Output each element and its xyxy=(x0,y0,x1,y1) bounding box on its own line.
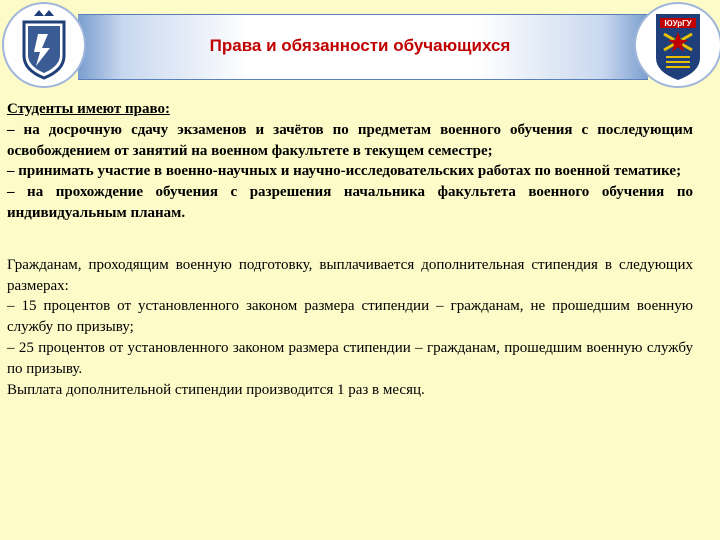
stipend-paragraph: – 25 процентов от установленного законом размера стипендии – гражданам, прошедшим военную службу по призыву. xyxy=(7,339,693,377)
logo-right-text: ЮУрГУ xyxy=(664,19,692,28)
stipend-paragraph: Гражданам, проходящим военную подготовку, выплачивается дополнительная стипендия в следующих размерах: xyxy=(7,256,693,294)
page-title: Права и обязанности обучающихся xyxy=(209,36,511,55)
stipend-section xyxy=(7,255,693,401)
rights-item: – принимать участие в военно-научных и научно-исследовательских работах по военной тематике; xyxy=(7,163,682,180)
rights-heading: Студенты имеют право: xyxy=(7,101,170,117)
section-spacer xyxy=(7,224,693,255)
rights-item: – на досрочную сдачу экзаменов и зачётов по предметам военного обучения с последующим освобождением от занятий на военном факультете в текущем семестре; xyxy=(7,121,693,159)
stipend-paragraph: Выплата дополнительной стипендии производится 1 раз в месяц. xyxy=(7,381,425,398)
content-body xyxy=(7,99,693,400)
rights-item: – на прохождение обучения с разрешения начальника факультета военного обучения по индивидуальным планам. xyxy=(7,184,693,221)
rights-section xyxy=(7,99,693,224)
stipend-paragraph: – 15 процентов от установленного законом размера стипендии – гражданам, не прошедшим военную службу по призыву; xyxy=(7,298,693,336)
